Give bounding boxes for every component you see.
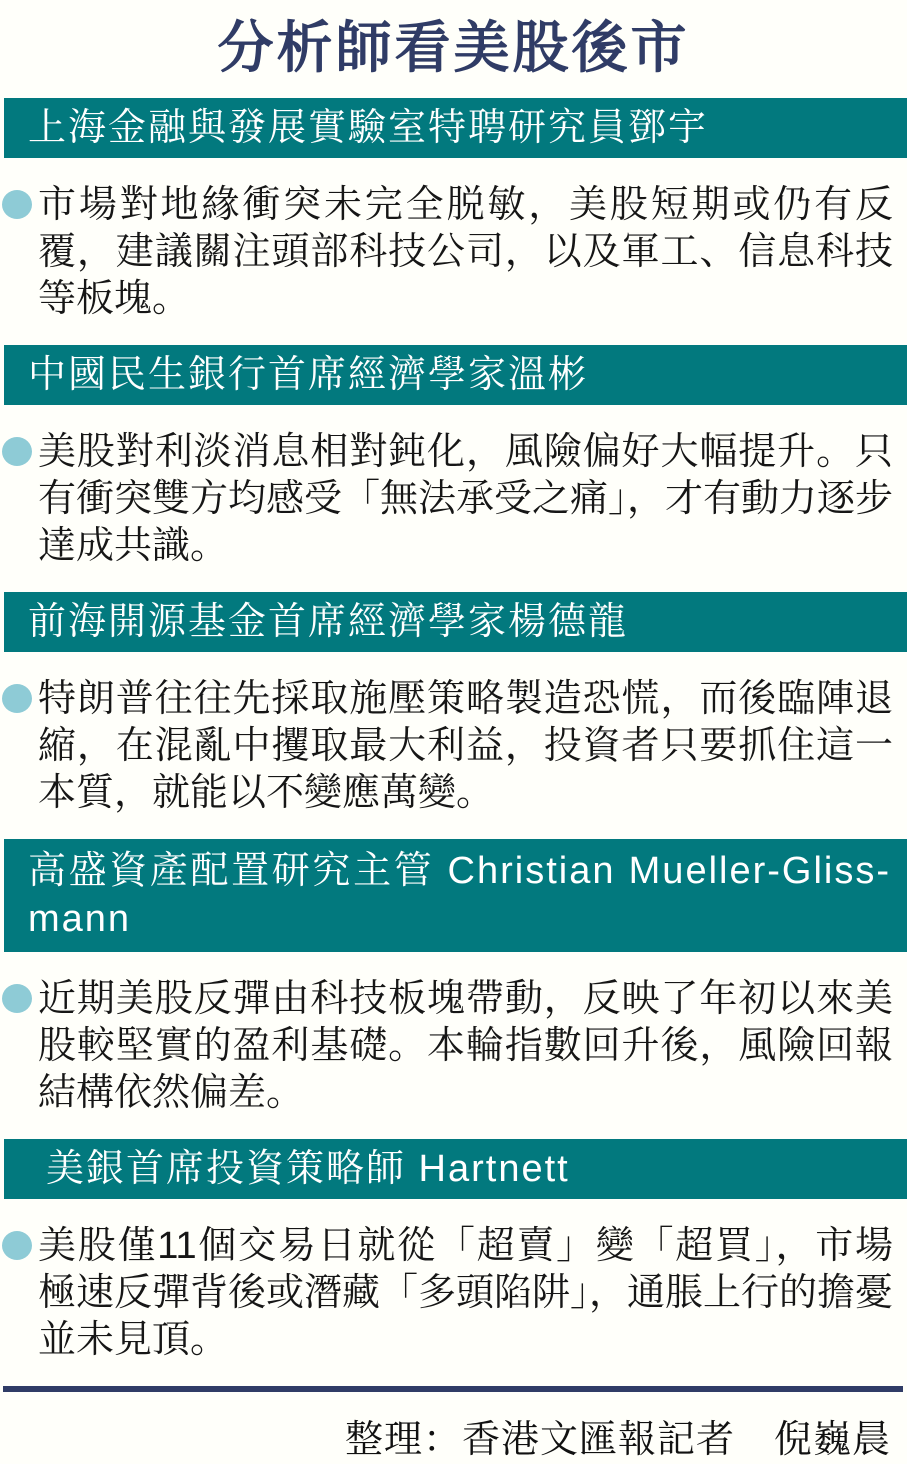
- analyst-comment-mueller-glissmann: [0, 976, 893, 1117]
- bullet-dot-icon: [2, 684, 32, 713]
- analyst-comment-text: 美股對利淡消息相對鈍化，風險偏好大幅提升。只有衝突雙方均感受「無法承受之痛」，才有動力逐步達成共識。: [38, 431, 894, 567]
- bullet-dot-icon: [2, 1231, 32, 1260]
- analyst-comment-text: 市場對地緣衝突未完全脱敏，美股短期或仍有反覆，建議關注頭部科技公司，以及軍工、信息科技等板塊。: [38, 184, 893, 320]
- section-header-shanghai-lab: 上海金融與發展實驗室特聘研究員鄧宇: [4, 98, 907, 158]
- analyst-comment-text: 特朗普往往先採取施壓策略製造恐慌，而後臨陣退縮，在混亂中攫取最大利益，投資者只要抓住這一本質，就能以不變應萬變。: [38, 678, 893, 814]
- analyst-comment-text: 美股僅11個交易日就從「超賣」變「超買」，市場極速反彈背後或潛藏「多頭陷阱」，通脹上行的擔憂並未見頂。: [38, 1225, 894, 1361]
- section-header-minsheng-bank: 中國民生銀行首席經濟學家溫彬: [4, 345, 907, 405]
- analyst-comment-text: 近期美股反彈由科技板塊帶動，反映了年初以來美股較堅實的盈利基礎。本輪指數回升後，風險回報結構依然偏差。: [38, 978, 893, 1114]
- section-header-qianhai-fund: 前海開源基金首席經濟學家楊德龍: [4, 592, 907, 652]
- bullet-dot-icon: [2, 190, 32, 219]
- bullet-dot-icon: [2, 984, 32, 1013]
- bottom-divider-rule: [3, 1386, 903, 1392]
- section-header-bofa: 美銀首席投資策略師 Hartnett: [4, 1139, 907, 1199]
- credit-line: 整理：香港文匯報記者 倪巍晨: [344, 1419, 891, 1461]
- bullet-dot-icon: [2, 437, 32, 466]
- analyst-comment-yangdelong: [0, 676, 893, 817]
- section-header-line: 高盛資產配置研究主管 Christian Mueller-Gliss-: [28, 850, 891, 892]
- analyst-comment-hartnett: [0, 1223, 893, 1364]
- analyst-comment-dengyu: [0, 182, 893, 323]
- section-header-line: mann: [28, 898, 132, 940]
- section-header-goldman-sachs: [4, 839, 907, 952]
- analyst-comment-wenbin: [0, 429, 893, 570]
- page-title: 分析師看美股後市: [217, 16, 690, 79]
